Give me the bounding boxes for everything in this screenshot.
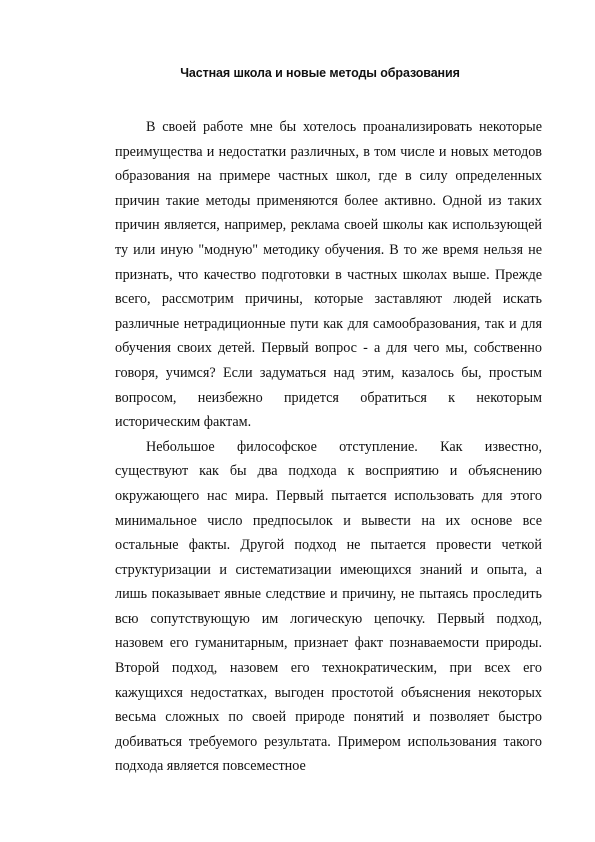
paragraph-1: В своей работе мне бы хотелось проанализировать некоторые преимущества и недостатки различных, в том числе и новых методов образования на примере частных школ, где в силу определенных причин такие методы применяются более активно. Одной из таких причин является, например, реклама своей школы как использующей ту или иную "модную" методику обучения. В то же время нельзя не признать, что качество подготовки в частных школах выше. Прежде всего, рассмотрим причины, которые заставляют людей искать различные нетрадиционные пути как для самообразования, так и для обучения своих детей. Первый вопрос - а для чего мы, собственно говоря, учимся? Если задуматься над этим, казалось бы, простым вопросом, неизбежно придется обратиться к некоторым историческим фактам. (115, 119, 542, 431)
body-text (115, 115, 542, 779)
page-title: Частная школа и новые методы образования (180, 66, 460, 80)
paragraph-2: Небольшое философское отступление. Как известно, существуют как бы два подхода к восприятию и объяснению окружающего нас мира. Первый пытается использовать для этого минимальное число предпосылок и вывести на их основе все остальные факты. Другой подход не пытается провести четкой структуризации и систематизации имеющихся знаний и опыта, а лишь показывает явные следствие и причину, не пытаясь проследить всю сопутствующую им логическую цепочку. Первый подход, назовем его гуманитарным, признает факт познаваемости природы. Второй подход, назовем его технократическим, при всех его кажущихся недостатках, выгоден простотой объяснения некоторых весьма сложных по своей природе понятий и позволяет быстро добиваться требуемого результата. Примером использования такого подхода является повсеместное (115, 438, 542, 775)
